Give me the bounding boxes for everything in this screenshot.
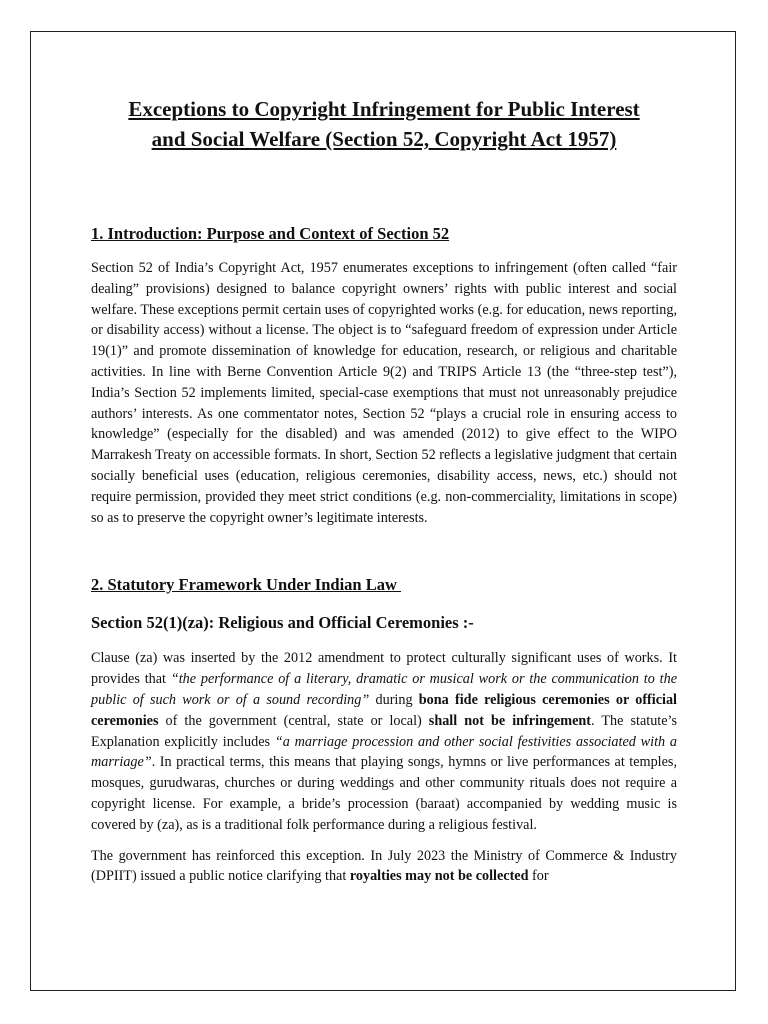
document-title <box>91 94 677 154</box>
text-run: . The statute’s Explanation explicitly includes <box>91 712 677 750</box>
page <box>30 31 736 991</box>
text-run: during <box>369 691 419 708</box>
bold-phrase: shall not be infringement <box>428 712 592 729</box>
text-run: of the government (central, state or local) <box>158 712 429 729</box>
bold-phrase: royalties may not be collected <box>349 868 529 885</box>
section-2-paragraph-2 <box>91 846 677 888</box>
text-run: for <box>528 868 549 885</box>
section-2-heading: 2. Statutory Framework Under Indian Law <box>91 575 401 595</box>
statute-quote: “the performance of a literary, dramatic or musical work or the communication to the public of such work or of a sound recording” <box>91 671 677 708</box>
title-line-2: and Social Welfare (Section 52, Copyright Act 1957) <box>151 127 617 151</box>
text-run: . In practical terms, this means that playing songs, hymns or live performances at temples, mosques, gurudwaras, churches or during weddings and other community rituals does not require a copyright license. For example, a bride’s procession (baraat) accompanied by wedding music is covered by (za), as is a traditional folk performance during a religious festival. <box>91 754 677 833</box>
section-52-za-subheading: Section 52(1)(za): Religious and Official Ceremonies :- <box>91 613 474 633</box>
document-body <box>91 94 677 887</box>
explanation-quote: “a marriage procession and other social festivities associated with a marriage” <box>91 733 678 771</box>
text-run: The government has reinforced this exception. In July 2023 the Ministry of Commerce & Industry (DPIIT) issued a public notice clarifying that <box>91 847 677 885</box>
section-2-paragraph-1 <box>91 648 677 835</box>
text-run: Clause (za) was inserted by the 2012 amendment to protect culturally significant uses of works. It provides that <box>91 650 677 688</box>
section-1-paragraph: Section 52 of India’s Copyright Act, 1957 enumerates exceptions to infringement (often called “fair dealing” provisions) designed to balance copyright owners’ rights with public interest and social welfare. These exceptions permit certain uses of copyrighted works (e.g. for education, news reporting, or disability access) without a license. The object is to “safeguard freedom of expression under Article 19(1)” and promote dissemination of knowledge for education, research, or religious and charitable activities. In line with Berne Convention Article 9(2) and TRIPS Article 13 (the “three-step test”), India’s Section 52 implements limited, special-case exemptions that must not unreasonably prejudice authors’ interests. As one commentator notes, Section 52 “plays a crucial role in ensuring access to knowledge” (especially for the disabled) and was amended (2012) to give effect to the WIPO Marrakesh Treaty on accessible formats. In short, Section 52 reflects a legislative judgment that certain socially beneficial uses (education, religious ceremonies, disability access, news, etc.) should not require permission, provided they meet strict conditions (e.g. non-commerciality, limitations in scope) so as to preserve the copyright owner’s legitimate interests. <box>91 260 677 526</box>
title-line-1: Exceptions to Copyright Infringement for Public Interest <box>128 97 640 121</box>
bold-phrase: bona fide religious ceremonies or official ceremonies <box>91 691 677 729</box>
section-1-heading: 1. Introduction: Purpose and Context of Section 52 <box>91 224 450 243</box>
